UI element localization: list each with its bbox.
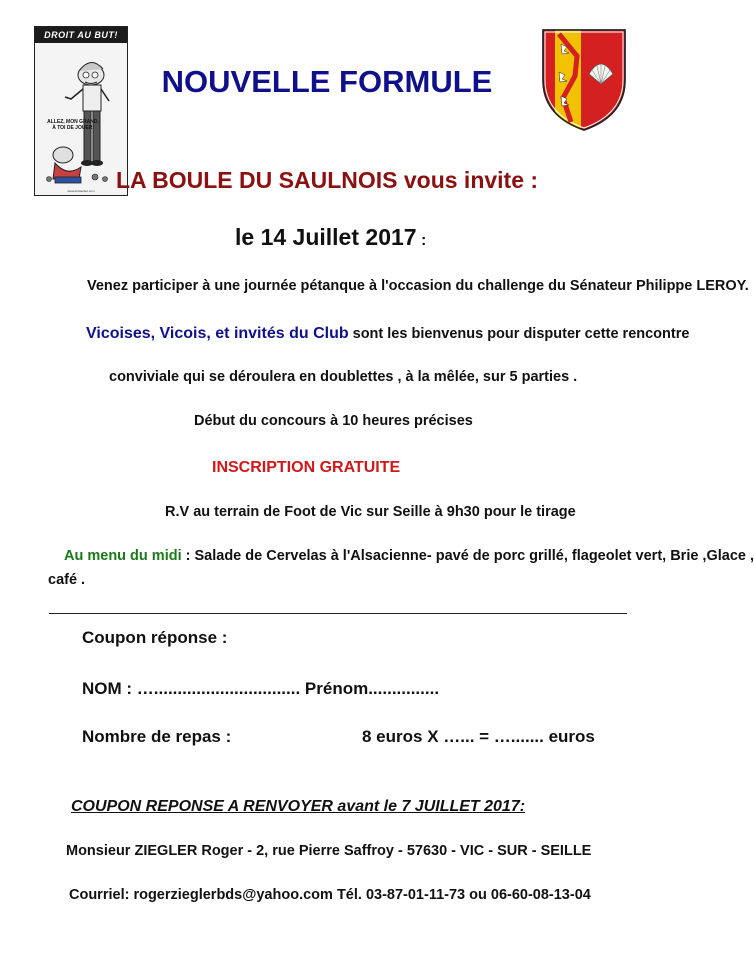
cartoon-speech-bubble: ALLEZ, MON GRAND, À TOI DE JOUER. — [47, 119, 99, 131]
postal-address: Monsieur ZIEGLER Roger - 2, rue Pierre Saffroy - 57630 - VIC - SUR - SEILLE — [66, 843, 592, 859]
event-date-suffix: : — [416, 232, 427, 249]
meeting-point-paragraph: R.V au terrain de Foot de Vic sur Seille à 9h30 pour le tirage — [165, 504, 576, 520]
coupon-meals-calculation: 8 euros X …... = …....... euros — [362, 727, 595, 746]
lunch-menu — [64, 548, 754, 564]
cartoon-credit: www.droitaubut.com — [67, 189, 95, 193]
intro-paragraph: Venez participer à une journée pétanque à l'occasion du challenge du Sénateur Philippe LEROY. — [87, 278, 749, 294]
coupon-meals-label: Nombre de repas : — [82, 727, 232, 746]
event-date — [235, 224, 426, 251]
lunch-menu-label: Au menu du midi — [64, 548, 182, 564]
lunch-menu-text: : Salade de Cervelas à l'Alsacienne- pavé de porc grillé, flageolet vert, Brie ,Glace , — [181, 548, 754, 564]
invite-title: LA BOULE DU SAULNOIS vous invite : — [115, 167, 539, 193]
guests-rest: sont les bienvenus pour disputer cette rencontre — [348, 326, 690, 342]
guests-paragraph — [86, 325, 689, 343]
cartoon-title: DROIT AU BUT! — [35, 27, 127, 43]
coupon-name-field: NOM : …............................... Prénom............... — [82, 679, 440, 698]
contact-details: Courriel: rogerzieglerbds@yahoo.com Tél. 03-87-01-11-73 ou 06-60-08-13-04 — [69, 887, 591, 903]
free-registration-label: INSCRIPTION GRATUITE — [212, 459, 401, 476]
format-paragraph: conviviale qui se déroulera en doublettes , à la mêlée, sur 5 parties . — [109, 369, 578, 385]
event-date-text: le 14 Juillet 2017 — [235, 224, 417, 250]
lunch-menu-continued: café . — [48, 572, 86, 588]
coupon-title: Coupon réponse : — [82, 628, 228, 647]
coupon-return-deadline: COUPON REPONSE A RENVOYER avant le 7 JUILLET 2017: — [71, 798, 526, 815]
start-time-paragraph: Début du concours à 10 heures précises — [194, 413, 473, 429]
headline-title: NOUVELLE FORMULE — [161, 64, 493, 99]
cut-line-divider — [49, 613, 627, 614]
guests-highlight: Vicoises, Vicois, et invités du Club — [86, 325, 349, 342]
